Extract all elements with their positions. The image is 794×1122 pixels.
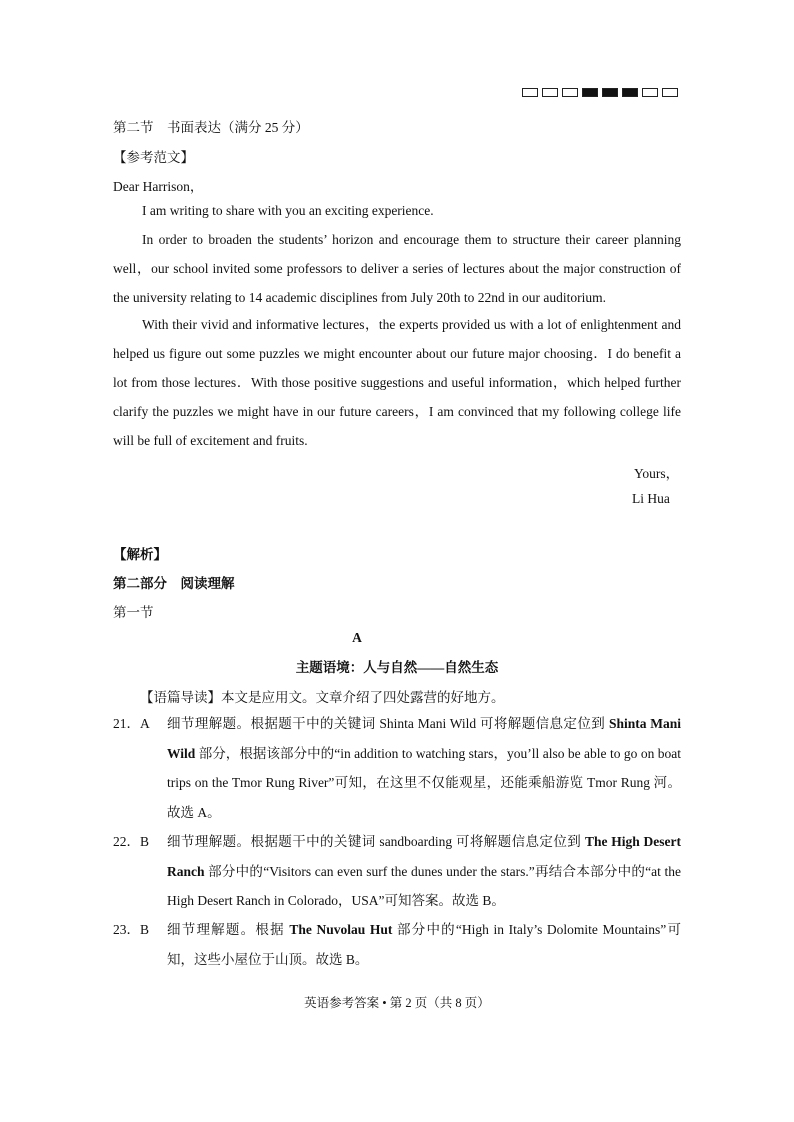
page-footer: 英语参考答案 • 第 2 页（共 8 页） [304, 996, 490, 1010]
filled-box-mark [622, 88, 638, 97]
letter-closing: Yours， [634, 466, 680, 481]
letter-greeting: Dear Harrison， [113, 179, 204, 194]
section-title: 第二节 书面表达（满分 25 分） [113, 120, 309, 135]
empty-box-mark [562, 88, 578, 97]
passage-guide: 【语篇导读】本文是应用文。文章介绍了四处露营的好地方。 [140, 690, 505, 705]
empty-box-mark [662, 88, 678, 97]
passage-letter: A [352, 630, 362, 645]
part-title: 第二部分 阅读理解 [113, 576, 235, 591]
question-number: 23．B [113, 922, 150, 937]
letter-paragraph-1: I am writing to share with you an exciting experience. [142, 203, 434, 218]
sample-label: 【参考范文】 [113, 150, 194, 165]
empty-box-mark [642, 88, 658, 97]
letter-signature: Li Hua [632, 491, 670, 506]
empty-box-mark [542, 88, 558, 97]
filled-box-mark [602, 88, 618, 97]
question-item: 21．A 细节理解题。根据题干中的关键词 Shinta Mani Wild 可将解题信息定位到 Shinta Mani Wild 部分，根据该部分中的“in addition to watching stars，you’ll also be able to go on boat trips on the Tmor Rung River”可知，在这里不仅能观星，还能乘船游览 Tmor Rung 河。故选 A。 [113, 709, 681, 827]
empty-box-mark [522, 88, 538, 97]
header-marks [522, 88, 678, 97]
question-item: 22．B 细节理解题。根据题干中的关键词 sandboarding 可将解题信息定位到 The High Desert Ranch 部分中的“Visitors can even surf the dunes under the stars.”再结合本部分中的“at the High Desert Ranch in Colorado，USA”可知答案。故选 B。 [113, 827, 681, 916]
question-item: 23．B 细节理解题。根据 The Nuvolau Hut 部分中的“High in Italy’s Dolomite Mountains”可知，这些小屋位于山顶。故选 B。 [113, 915, 681, 974]
sub-section: 第一节 [113, 605, 154, 620]
theme-label: 主题语境：人与自然——自然生态 [295, 660, 499, 675]
letter-paragraph-3: With their vivid and informative lectures，the experts provided us with a lot of enlightenment and helped us figure out some puzzles we might encounter about our future major choosing．I do benefit a lot from those lectures．With those positive suggestions and useful information，which helped further clarify the puzzles we might have in our future careers，I am convinced that my following college life will be full of excitement and fruits. [113, 317, 681, 448]
filled-box-mark [582, 88, 598, 97]
question-number: 21．A [113, 716, 150, 731]
letter-paragraph-2: In order to broaden the students’ horizon and encourage them to structure their career planning well，our school invited some professors to deliver a series of lectures about the major construction of the university relating to 14 academic disciplines from July 20th to 22nd in our auditorium. [113, 232, 681, 305]
question-number: 22．B [113, 834, 150, 849]
analysis-label: 【解析】 [113, 547, 167, 562]
